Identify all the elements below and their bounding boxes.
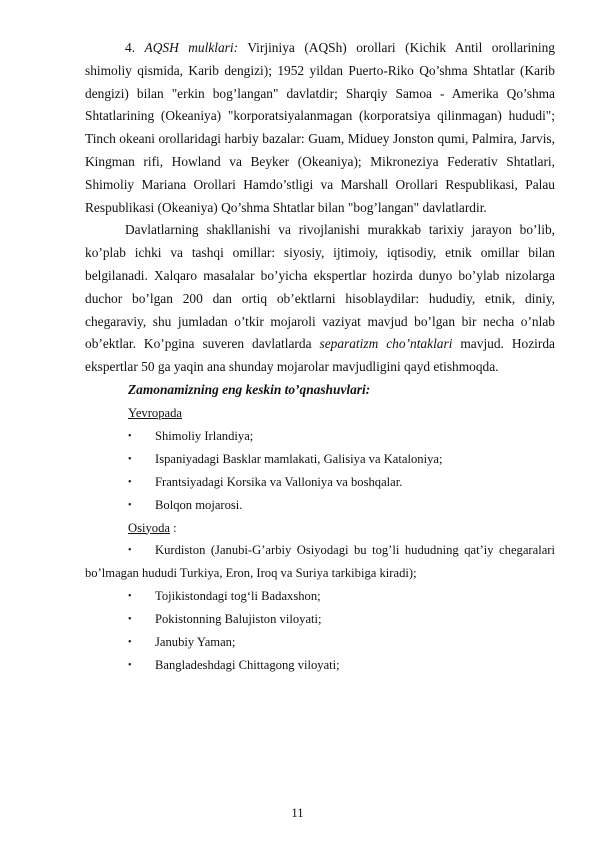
italic-term: separatizm cho’ntaklari [319, 336, 453, 352]
paragraph-text: Virjiniya (AQSh) orollari (Kichik Antil orollarining shimoliy qismida, Karib dengizi); 1952 yildan Puerto-Riko Qo’shma Shtatlar (Karib dengizi) bilan "erkin bog’langan" davlatdir; Sharqiy Samoa - Amerika Qo’shma Shtatlarining (Okeaniya) "korporatsiyalanmagan (korporatsiya qilinmagan) hududi"; Tinch okeani orollaridagi harbiy bazalar: Guam, Miduey Jonston qumi, Palmira, Jarvis, Kingman rifi, Howland va Beyker (Okeaniya); Mikroneziya Federativ Shtatlari, Shimoliy Mariana Orollari Hamdo’stligi va Marshall Orollari Respublikasi, Palau Respublikasi (Okeaniya) Qo’shma Shtatlar bilan "bog’langan" davlatlardir. [85, 40, 555, 215]
document-page [85, 37, 555, 677]
list-item [85, 539, 555, 585]
list-item-text: Bangladeshdagi Chittagong viloyati; [155, 658, 340, 673]
bullet-icon: • [128, 614, 132, 626]
list-item-text: Frantsiyadagi Korsika va Valloniya va boshqalar. [155, 474, 403, 489]
list-item-text: Bolqon mojarosi. [155, 497, 243, 512]
list-item-text: Shimoliy Irlandiya; [155, 428, 254, 443]
paragraph-text: Davlatlarning shakllanishi va rivojlanishi murakkab tarixiy jarayon bo’lib, ko’plab ichki va tashqi omillar: siyosiy, ijtimoiy, iqtisodiy, etnik omillar bilan belgilanadi. Xalqaro masalalar bo’yicha ekspertlar hozirda dunyo bo’ylab nizolarga duchor bo’lgan 200 dan ortiq ob’ektlarni hisoblaydilar: hududiy, etnik, diniy, chegaraviy, shu jumladan o’tkir mojaroli vaziyat mavjud bo’lgan bir necha o’nlab ob’ektlar. Ko’pgina suveren davlatlarda [85, 222, 555, 352]
paragraph-text: mavjud. Hozirda ekspertlar 50 ga yaqin ana shunday mojarolar mavjudligini qayd etishmoqda. [85, 336, 555, 375]
bullet-icon: • [128, 660, 132, 672]
subheading-label: Yevropada [128, 405, 182, 420]
list-item [85, 608, 555, 631]
list-item [85, 494, 555, 517]
europe-list [85, 425, 555, 517]
bullet-icon: • [128, 591, 132, 603]
list-number: 4. [125, 40, 145, 55]
list-item-text: Ispaniyadagi Basklar mamlakati, Galisiya va Kataloniya; [155, 451, 443, 466]
page-number: 11 [291, 806, 304, 820]
bullet-icon: • [128, 545, 132, 557]
list-item-text: Kurdiston (Janubi-G’arbiy Osiyodagi bu tog’li hududning qat’iy chegaralari bo’lmagan hududi Turkiya, Eron, Iroq va Suriya tarkibiga kiradi); [85, 543, 555, 581]
section-heading: Zamonamizning eng keskin to’qnashuvlari: [128, 381, 371, 397]
bullet-icon: • [128, 499, 132, 511]
subheading-label: Osiyoda [128, 520, 170, 535]
bullet-icon: • [128, 476, 132, 488]
bullet-icon: • [128, 637, 132, 649]
list-item [85, 425, 555, 448]
list-item [85, 448, 555, 471]
subheading-europe [128, 402, 555, 425]
list-item-text: Tojikistondagi tog‘li Badaxshon; [155, 589, 321, 604]
bullet-icon: • [128, 430, 132, 442]
list-item [85, 471, 555, 494]
list-item-text: Pokistonning Balujiston viloyati; [155, 612, 322, 627]
list-item [85, 631, 555, 654]
list-item [85, 654, 555, 677]
italic-term: AQSH mulklari: [144, 40, 239, 55]
asia-list [85, 539, 555, 677]
list-item-text: Janubiy Yaman; [155, 635, 236, 650]
subheading-suffix: : [169, 520, 177, 535]
list-item [85, 585, 555, 608]
subheading-asia [128, 517, 555, 540]
paragraph-us-possessions [85, 37, 555, 219]
paragraph-states-formation [85, 219, 555, 379]
bullet-icon: • [128, 453, 132, 465]
